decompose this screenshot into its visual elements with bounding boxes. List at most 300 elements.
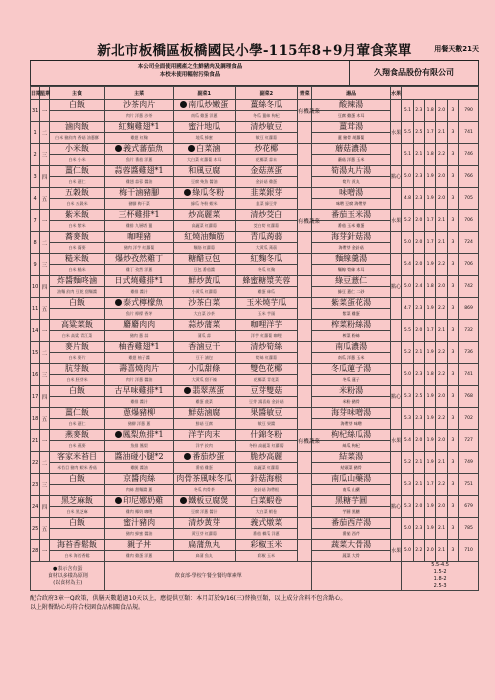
- menu-row: [31, 298, 479, 309]
- side2-cell: [235, 100, 297, 111]
- main-dish-cell-text: 親子丼: [127, 540, 152, 549]
- side2-ingredients-text: 敏豆 紅蘿蔔: [255, 135, 277, 140]
- side1-cell: [173, 166, 235, 177]
- staple-ingredients-text: 白米 麥片: [68, 355, 86, 360]
- side2-cell-text: 蜂蜜糖漿芙蓉: [242, 276, 291, 285]
- nutrition-cell-text: 2.4: [415, 284, 423, 289]
- nutrition-cell: [402, 342, 413, 364]
- side1-ingredients: [173, 265, 235, 276]
- staple-ingredients-text: 白米 黑芝麻: [66, 509, 88, 514]
- staple-cell-text: 五穀飯: [65, 188, 90, 197]
- nutrition-cell: [447, 342, 458, 364]
- nutrition-cell: [447, 122, 458, 144]
- nutrition-cell-text: 2.0: [438, 394, 446, 399]
- date-cell: [31, 298, 40, 320]
- nutrition-cell: [436, 386, 447, 408]
- soup-ingredients: [312, 529, 391, 540]
- nutrition-cell-text: 3: [451, 152, 455, 157]
- side1-cell-text: 扁蒲魚丸: [188, 540, 221, 549]
- soup-ingredients: [312, 265, 391, 276]
- nutrition-cell-text: 3: [451, 548, 455, 553]
- date-cell-text: 31: [31, 107, 39, 114]
- nutrition-cell: [425, 452, 436, 474]
- side2-ingredients-text: 冬瓜 紅麴: [257, 267, 275, 272]
- weekday-cell: [40, 232, 49, 254]
- soup-ingredients-text: 蘑菇 洋蔥 玉米: [337, 157, 365, 162]
- main-dish-cell: [105, 408, 173, 419]
- veg-cell: [297, 298, 311, 320]
- nutrition-cell-text: 2.1: [438, 460, 446, 465]
- nutrition-cell-text: 679: [464, 504, 473, 509]
- side1-cell-text: 蒜炒蒲菜: [188, 320, 221, 329]
- soup-cell-text: 南瓜濃湯: [335, 342, 368, 351]
- side2-ingredients-text: 韭菜 綠豆芽: [255, 201, 277, 206]
- side1-ingredients: [173, 529, 235, 540]
- soup-ingredients-text: 冬瓜 蓮子: [342, 377, 360, 382]
- veg-cell: [297, 408, 311, 430]
- staple-ingredients: [49, 375, 105, 386]
- nutrition-cell: [413, 342, 424, 364]
- menu-row: [31, 210, 479, 221]
- staple-cell-text: 蕎麥飯: [65, 232, 90, 241]
- nutrition-cell: [436, 474, 447, 496]
- side1-cell-text: 鮮炒黃瓜: [188, 276, 221, 285]
- notes: [31, 61, 350, 85]
- nutrition-cell: [413, 232, 424, 254]
- nutrition-cell: [413, 452, 424, 474]
- fruit-cell: [390, 188, 401, 210]
- soup-ingredients-text: 榨菜 粉絲: [342, 333, 360, 338]
- soup-cell-text: 南瓜山藥湯: [331, 474, 372, 483]
- date-cell: [31, 342, 40, 364]
- main-ingredients-text: 魚片 檸檬 香茅: [125, 311, 153, 316]
- staple-ingredients: [49, 309, 105, 320]
- soup-ingredients: [312, 133, 391, 144]
- staple-ingredients: [49, 265, 105, 276]
- legend-line: 食材以多樣為原則: [47, 572, 88, 579]
- nutrition-cell: [425, 254, 436, 276]
- nutrition-cell: [447, 386, 458, 408]
- weekday-cell: [40, 298, 49, 320]
- nutrition-cell-text: 5.3: [403, 504, 412, 509]
- veg-cell: [297, 474, 311, 496]
- nutrition-cell-text: 3: [451, 372, 455, 377]
- menu-row: [31, 474, 479, 485]
- side1-cell-text: 清炒黃芽: [188, 518, 221, 527]
- staple-cell: [49, 254, 105, 265]
- main-ingredients-text: 雞翅 柚子醬: [128, 355, 150, 360]
- side1-ingredients: [173, 463, 235, 474]
- col-nutrition: [402, 87, 479, 100]
- nutrition-cell-text: 5.1: [403, 152, 412, 157]
- date-cell: [31, 276, 40, 298]
- date-cell: [31, 210, 40, 232]
- fruit-cell: [390, 232, 401, 254]
- soup-cell-text: 薑茸湯: [339, 122, 364, 131]
- main-ingredients-text: 雞肉 椰奶 咖哩: [125, 509, 153, 514]
- main-ingredients: [105, 155, 173, 166]
- main-dish-cell: [105, 254, 173, 265]
- soup-cell: [312, 540, 391, 551]
- staple-cell-text: 海苔香鬆飯: [57, 540, 98, 549]
- nutrition-cell-text: 3: [451, 130, 455, 135]
- nutrition-cell-text: 1.9: [426, 306, 434, 311]
- staple-cell: [49, 232, 105, 243]
- nutrition-cell: [402, 430, 413, 452]
- soup-ingredients: [312, 331, 391, 342]
- veg-cell: [297, 386, 311, 408]
- staple-ingredients: [49, 419, 105, 430]
- header: [30, 38, 479, 60]
- staple-ingredients-text: 白米 蕎麥: [68, 245, 86, 250]
- main-dish-cell-text: 泰式檸檬魚: [123, 298, 164, 307]
- fruit-cell: [390, 144, 401, 166]
- staple-ingredients: [49, 243, 105, 254]
- nutrition-cell-text: 2.0: [438, 284, 446, 289]
- side1-cell: [173, 100, 235, 111]
- staple-cell: [49, 276, 105, 287]
- nutrition-cell: [459, 166, 479, 188]
- date-cell: [31, 166, 40, 188]
- main-ingredients-text: 肉片 洋蔥 醬油: [125, 377, 153, 382]
- side1-ingredients-text: 地瓜 蜂蜜: [195, 135, 213, 140]
- side2-ingredients-text: 冬瓜 薑絲 枸杞: [253, 113, 280, 118]
- staple-ingredients: [49, 485, 105, 496]
- nutrition-cell-text: 1.7: [426, 130, 434, 135]
- nutrition-cell: [402, 452, 413, 474]
- nutrition-cell: [459, 320, 479, 342]
- nutrition-cell-text: 2.0: [415, 328, 423, 333]
- side1-cell: [173, 518, 235, 529]
- side2-ingredients-text: 洋芋 紅蘿蔔 咖哩: [251, 333, 282, 338]
- main-dish-cell-text: 麝麝肉肉: [123, 320, 156, 329]
- side2-ingredients: [235, 243, 297, 254]
- staple-cell-text: 麥片飯: [65, 342, 90, 351]
- egg-marker-icon: [180, 497, 187, 504]
- nutrition-cell: [425, 474, 436, 496]
- side1-ingredients-text: 雞蛋 菠菜: [195, 399, 213, 404]
- soup-cell: [312, 342, 391, 353]
- side2-cell-text: 豆芽雙菇: [250, 386, 283, 395]
- side1-cell: [173, 144, 235, 155]
- egg-marker-icon: [180, 101, 187, 108]
- nutrition-cell-text: 1.7: [426, 218, 434, 223]
- nutrition-cell: [425, 496, 436, 518]
- side2-ingredients: [235, 485, 297, 496]
- nutrition-cell-text: 2.0: [438, 174, 446, 179]
- side2-ingredients: [235, 221, 297, 232]
- nutrition-cell: [413, 276, 424, 298]
- staple-ingredients: [49, 287, 105, 298]
- footer-standards: [402, 562, 479, 591]
- nutrition-cell: [425, 430, 436, 452]
- nutrition-cell-text: 3: [451, 108, 455, 113]
- soup-ingredients-text: 薑 豬骨 胡蘿蔔: [337, 135, 365, 140]
- side1-cell-text: 洋芋肉末: [188, 430, 221, 439]
- side2-cell: [235, 166, 297, 177]
- nutrition-cell: [447, 254, 458, 276]
- side2-ingredients: [235, 419, 297, 430]
- soup-ingredients: [312, 287, 391, 298]
- main-dish-cell-text: 蜜汁豬肉: [123, 518, 156, 527]
- date-cell: [31, 122, 40, 144]
- main-dish-cell: [105, 100, 173, 111]
- date-cell-text: 14: [31, 327, 39, 334]
- nutrition-cell: [459, 364, 479, 386]
- weekday-cell-text: 三: [41, 372, 48, 379]
- nutrition-cell-text: 736: [464, 350, 473, 355]
- nutrition-cell-text: 5.0: [403, 526, 412, 531]
- side1-ingredients: [173, 353, 235, 364]
- egg-marker-icon: [115, 497, 122, 504]
- policy-line: 配合政府3章一Q政策，供膳天數超過10天以上，應提供豆類：本月訂於9/16(三)替換豆類，以上成分含料不包含點心。: [30, 595, 347, 602]
- menu-row: [31, 364, 479, 375]
- veg-cell: [297, 232, 311, 254]
- side1-cell: [173, 430, 235, 441]
- side2-cell-text: 清炒敏豆: [250, 122, 283, 131]
- main-ingredients: [105, 419, 173, 430]
- menu-row: [31, 254, 479, 265]
- nutrition-cell-text: 2.0: [438, 108, 446, 113]
- soup-ingredients: [312, 463, 391, 474]
- soup-ingredients: [312, 221, 391, 232]
- fruit-cell: [390, 276, 401, 298]
- side2-cell-text: 雙色花椰: [250, 364, 283, 373]
- side1-ingredients-text: 豆包 番茄醬: [193, 267, 215, 272]
- side2-ingredients-text: 金針菇 雞蛋: [255, 179, 277, 184]
- staple-cell: [49, 188, 105, 199]
- soup-ingredients: [312, 199, 391, 210]
- nutrition-cell-text: 4.8: [403, 196, 412, 201]
- table-header: [31, 87, 479, 100]
- nutrition-cell: [425, 144, 436, 166]
- side1-cell: [173, 386, 235, 397]
- staple-ingredients: [49, 199, 105, 210]
- side1-ingredients: [173, 419, 235, 430]
- side2-ingredients: [235, 287, 297, 298]
- nutrition-cell-text: 5.0: [403, 174, 412, 179]
- main-ingredients-text: 豬肉 蔥 蒜: [129, 333, 149, 338]
- nutrition-cell-text: 3: [451, 526, 455, 531]
- side1-ingredients: [173, 221, 235, 232]
- main-dish-cell-text: 蔥爆豬柳: [123, 408, 156, 417]
- side2-cell: [235, 386, 297, 397]
- side2-cell-text: 彩椒玉米: [250, 540, 283, 549]
- col-soup: 湯品: [312, 87, 391, 100]
- soup-cell-text: 海芽味噌湯: [331, 408, 372, 417]
- notes-bar: [30, 61, 479, 86]
- side1-ingredients-text: 大黃瓜 甜不辣: [191, 377, 217, 382]
- soup-ingredients: [312, 353, 391, 364]
- main-ingredients: [105, 353, 173, 364]
- weekday-cell-text: 五: [41, 416, 48, 423]
- staple-cell-text: 滷肉飯: [65, 122, 90, 131]
- date-cell-text: 22: [31, 459, 39, 466]
- side2-cell-text: 白菜蝦卷: [250, 496, 283, 505]
- side2-cell-text: 青瓜蒟蒻: [250, 232, 283, 241]
- side1-cell: [173, 474, 235, 485]
- side1-cell: [173, 254, 235, 265]
- side1-ingredients-text: 鮮菇 豆腐: [195, 421, 213, 426]
- main-ingredients: [105, 221, 173, 232]
- date-cell-text: 24: [31, 503, 39, 510]
- date-cell-text: 11: [31, 305, 39, 312]
- nutrition-cell-text: 5.2: [403, 350, 412, 355]
- nutrition-cell: [459, 452, 479, 474]
- staple-cell: [49, 210, 105, 221]
- side1-cell: [173, 540, 235, 551]
- staple-ingredients: [49, 397, 105, 408]
- date-cell-text: 25: [31, 525, 39, 532]
- nutrition-cell: [425, 518, 436, 540]
- staple-ingredients: [49, 463, 105, 474]
- side1-ingredients: [173, 199, 235, 210]
- main-ingredients-text: 豬柳 洋蔥 蔥: [127, 421, 151, 426]
- soup-cell-text: 蘑菇濃湯: [335, 144, 368, 153]
- nutrition-cell: [402, 210, 413, 232]
- nutrition-cell-text: 741: [464, 372, 473, 377]
- soup-cell: [312, 408, 391, 419]
- staple-cell-text: 小米飯: [65, 144, 90, 153]
- staple-cell-text: 白飯: [69, 100, 86, 109]
- nutrition-cell: [436, 188, 447, 210]
- nutrition-cell-text: 2.0: [426, 548, 434, 553]
- main-dish-cell: [105, 430, 173, 441]
- main-ingredients: [105, 177, 173, 188]
- side1-ingredients: [173, 111, 235, 122]
- main-dish-cell-text: 京醬肉絲: [123, 474, 156, 483]
- side1-cell: [173, 342, 235, 353]
- menu-row: [31, 232, 479, 243]
- date-cell: [31, 496, 40, 518]
- nutrition-cell: [425, 210, 436, 232]
- soup-ingredients: [312, 177, 391, 188]
- side2-cell-text: 脆炒高麗: [250, 452, 283, 461]
- egg-marker-icon: [115, 431, 122, 438]
- staple-cell: [49, 496, 105, 507]
- side2-ingredients-text: 冬粉 高麗菜 紅蘿蔔: [249, 443, 284, 448]
- staple-ingredients: [49, 331, 105, 342]
- side1-cell-text: 炒高麗菜: [188, 210, 221, 219]
- staple-ingredients: [49, 177, 105, 188]
- staple-ingredients-text: 白米 高粱 青江菜: [61, 333, 93, 338]
- nutrition-cell: [459, 298, 479, 320]
- side1-cell-text: 糖醋豆包: [188, 254, 221, 263]
- nutrition-cell-text: 2.0: [415, 218, 423, 223]
- side2-ingredients-text: 花椰菜 蒜末: [255, 157, 277, 162]
- fruit-cell: [390, 122, 401, 144]
- nutrition-cell-text: 5.4: [403, 262, 412, 267]
- nutrition-cell-text: 1.9: [426, 504, 434, 509]
- staple-cell-text: 紫米飯: [65, 210, 90, 219]
- staple-cell-text: 燕麥飯: [65, 430, 90, 439]
- side2-ingredients-text: 筍絲 紅蘿蔔: [255, 355, 277, 360]
- side1-cell-text: 翡翠蒸蛋: [192, 386, 225, 395]
- veg-cell-text: 有機蔬菜: [297, 218, 320, 225]
- nutrition-cell: [436, 254, 447, 276]
- side2-cell-text: 咖哩洋芋: [250, 320, 283, 329]
- col-main: 主菜: [105, 87, 173, 100]
- nutrition-cell-text: 2.0: [415, 504, 423, 509]
- fruit-cell: [390, 364, 401, 386]
- date-cell-text: 10: [31, 283, 39, 290]
- soup-cell: [312, 254, 391, 265]
- staple-cell: [49, 100, 105, 111]
- soup-cell: [312, 122, 391, 133]
- staple-cell-text: 薑仁飯: [65, 408, 90, 417]
- side2-ingredients: [235, 529, 297, 540]
- date-cell-text: 28: [31, 547, 39, 554]
- date-cell-text: 1: [33, 129, 37, 136]
- soup-ingredients: [312, 485, 391, 496]
- nutrition-cell: [413, 144, 424, 166]
- nutrition-cell-text: 3: [451, 262, 455, 267]
- side1-ingredients: [173, 507, 235, 518]
- nutrition-cell: [459, 276, 479, 298]
- main-dish-cell-text: 梅干滷豬腳: [119, 188, 160, 197]
- nutrition-cell: [402, 474, 413, 496]
- side2-cell-text: 炒花椰: [254, 144, 279, 153]
- staple-ingredients-text: 米苔目 豬肉 蝦米 香菇: [57, 465, 97, 470]
- fruit-cell: [390, 254, 401, 276]
- soup-cell-text: 綠豆薏仁: [335, 276, 368, 285]
- nutrition-cell: [447, 166, 458, 188]
- staple-ingredients: [49, 441, 105, 452]
- side1-ingredients: [173, 177, 235, 188]
- weekday-cell: [40, 518, 49, 540]
- nutrition-cell-text: 5.4: [403, 438, 412, 443]
- main-ingredients-text: 雞翅 紅麴: [130, 135, 148, 140]
- date-cell-text: 8: [33, 239, 37, 246]
- nutrition-cell: [447, 188, 458, 210]
- staple-ingredients: [49, 111, 105, 122]
- main-ingredients-text: 豬腳 梅干菜: [128, 201, 150, 206]
- side2-ingredients: [235, 199, 297, 210]
- staple-ingredients: [49, 133, 105, 144]
- main-dish-cell-text: 壽喜燒肉片: [119, 364, 160, 373]
- main-dish-cell: [105, 188, 173, 199]
- main-dish-cell: [105, 474, 173, 485]
- side2-ingredients: [235, 155, 297, 166]
- weekday-cell: [40, 122, 49, 144]
- nutrition-cell: [402, 386, 413, 408]
- nutrition-cell-text: 742: [464, 284, 473, 289]
- date-cell: [31, 232, 40, 254]
- side1-ingredients: [173, 331, 235, 342]
- nutrition-cell-text: 1.8: [426, 284, 434, 289]
- nutrition-cell: [413, 320, 424, 342]
- side2-ingredients-text: 彩椒 玉米: [257, 553, 275, 558]
- nutrition-cell: [459, 430, 479, 452]
- main-dish-cell: [105, 144, 173, 155]
- nutrition-cell-text: 2.1: [415, 460, 423, 465]
- serving-days: 用餐天數21天: [434, 45, 479, 53]
- side2-ingredients-text: 金針菇 海帶根: [253, 487, 279, 492]
- nutrition-cell-text: 724: [464, 240, 473, 245]
- col-veg: 青菜: [297, 87, 311, 100]
- nutrition-cell: [402, 408, 413, 430]
- nutrition-cell: [425, 232, 436, 254]
- soup-cell: [312, 386, 391, 397]
- nutrition-cell: [459, 254, 479, 276]
- nutrition-cell-text: 3: [451, 240, 455, 245]
- fruit-cell-text: 點心: [391, 503, 402, 510]
- staple-cell-text: 肮芽飯: [65, 364, 90, 373]
- fruit-cell: [390, 474, 401, 496]
- nutrition-cell: [425, 364, 436, 386]
- veg-cell: [297, 342, 311, 364]
- veg-cell: [297, 452, 311, 474]
